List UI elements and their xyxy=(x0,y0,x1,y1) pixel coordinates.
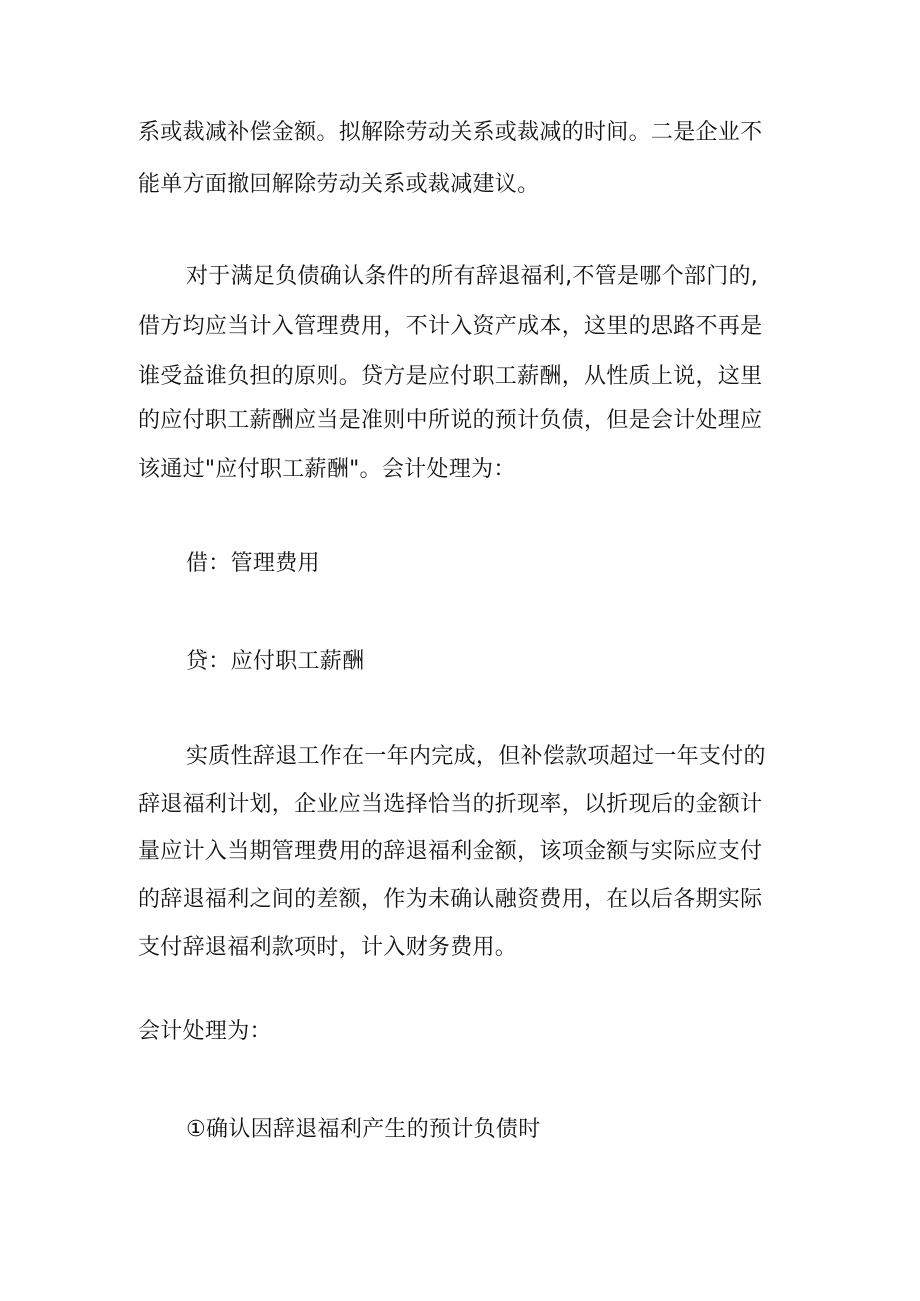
paragraph-2-line-2: 借方均应当计入管理费用，不计入资产成本，这里的思路不再是 xyxy=(138,314,763,339)
paragraph-2-line-3: 谁受益谁负担的原则。贷方是应付职工薪酬，从性质上说，这里 xyxy=(138,364,763,389)
step-1-text: ①确认因辞退福利产生的预计负债时 xyxy=(186,1117,541,1142)
paragraph-3-line-2: 辞退福利计划，企业应当选择恰当的折现率，以折现后的金额计 xyxy=(138,792,763,817)
paragraph-2-line-5: 该通过"应付职工薪酬"。会计处理为： xyxy=(138,457,516,482)
paragraph-3-line-3: 量应计入当期管理费用的辞退福利金额，该项金额与实际应支付 xyxy=(138,839,763,864)
paragraph-1-line-1: 系或裁减补偿金额。拟解除劳动关系或裁减的时间。二是企业不 xyxy=(138,120,763,145)
accounting-heading: 会计处理为： xyxy=(138,1019,272,1044)
journal-entry-credit: 贷：应付职工薪酬 xyxy=(186,649,365,674)
paragraph-3-line-4: 的辞退福利之间的差额，作为未确认融资费用，在以后各期实际 xyxy=(138,887,763,912)
paragraph-1-line-2: 能单方面撤回解除劳动关系或裁减建议。 xyxy=(138,172,540,197)
journal-entry-debit: 借：管理费用 xyxy=(186,551,320,576)
paragraph-3-line-1: 实质性辞退工作在一年内完成，但补偿款项超过一年支付的 xyxy=(186,744,766,769)
paragraph-2-line-1: 对于满足负债确认条件的所有辞退福利,不管是哪个部门的, xyxy=(186,264,759,289)
paragraph-2-line-4: 的应付职工薪酬应当是准则中所说的预计负债，但是会计处理应 xyxy=(138,408,763,433)
paragraph-3-line-5: 支付辞退福利款项时，计入财务费用。 xyxy=(138,935,518,960)
